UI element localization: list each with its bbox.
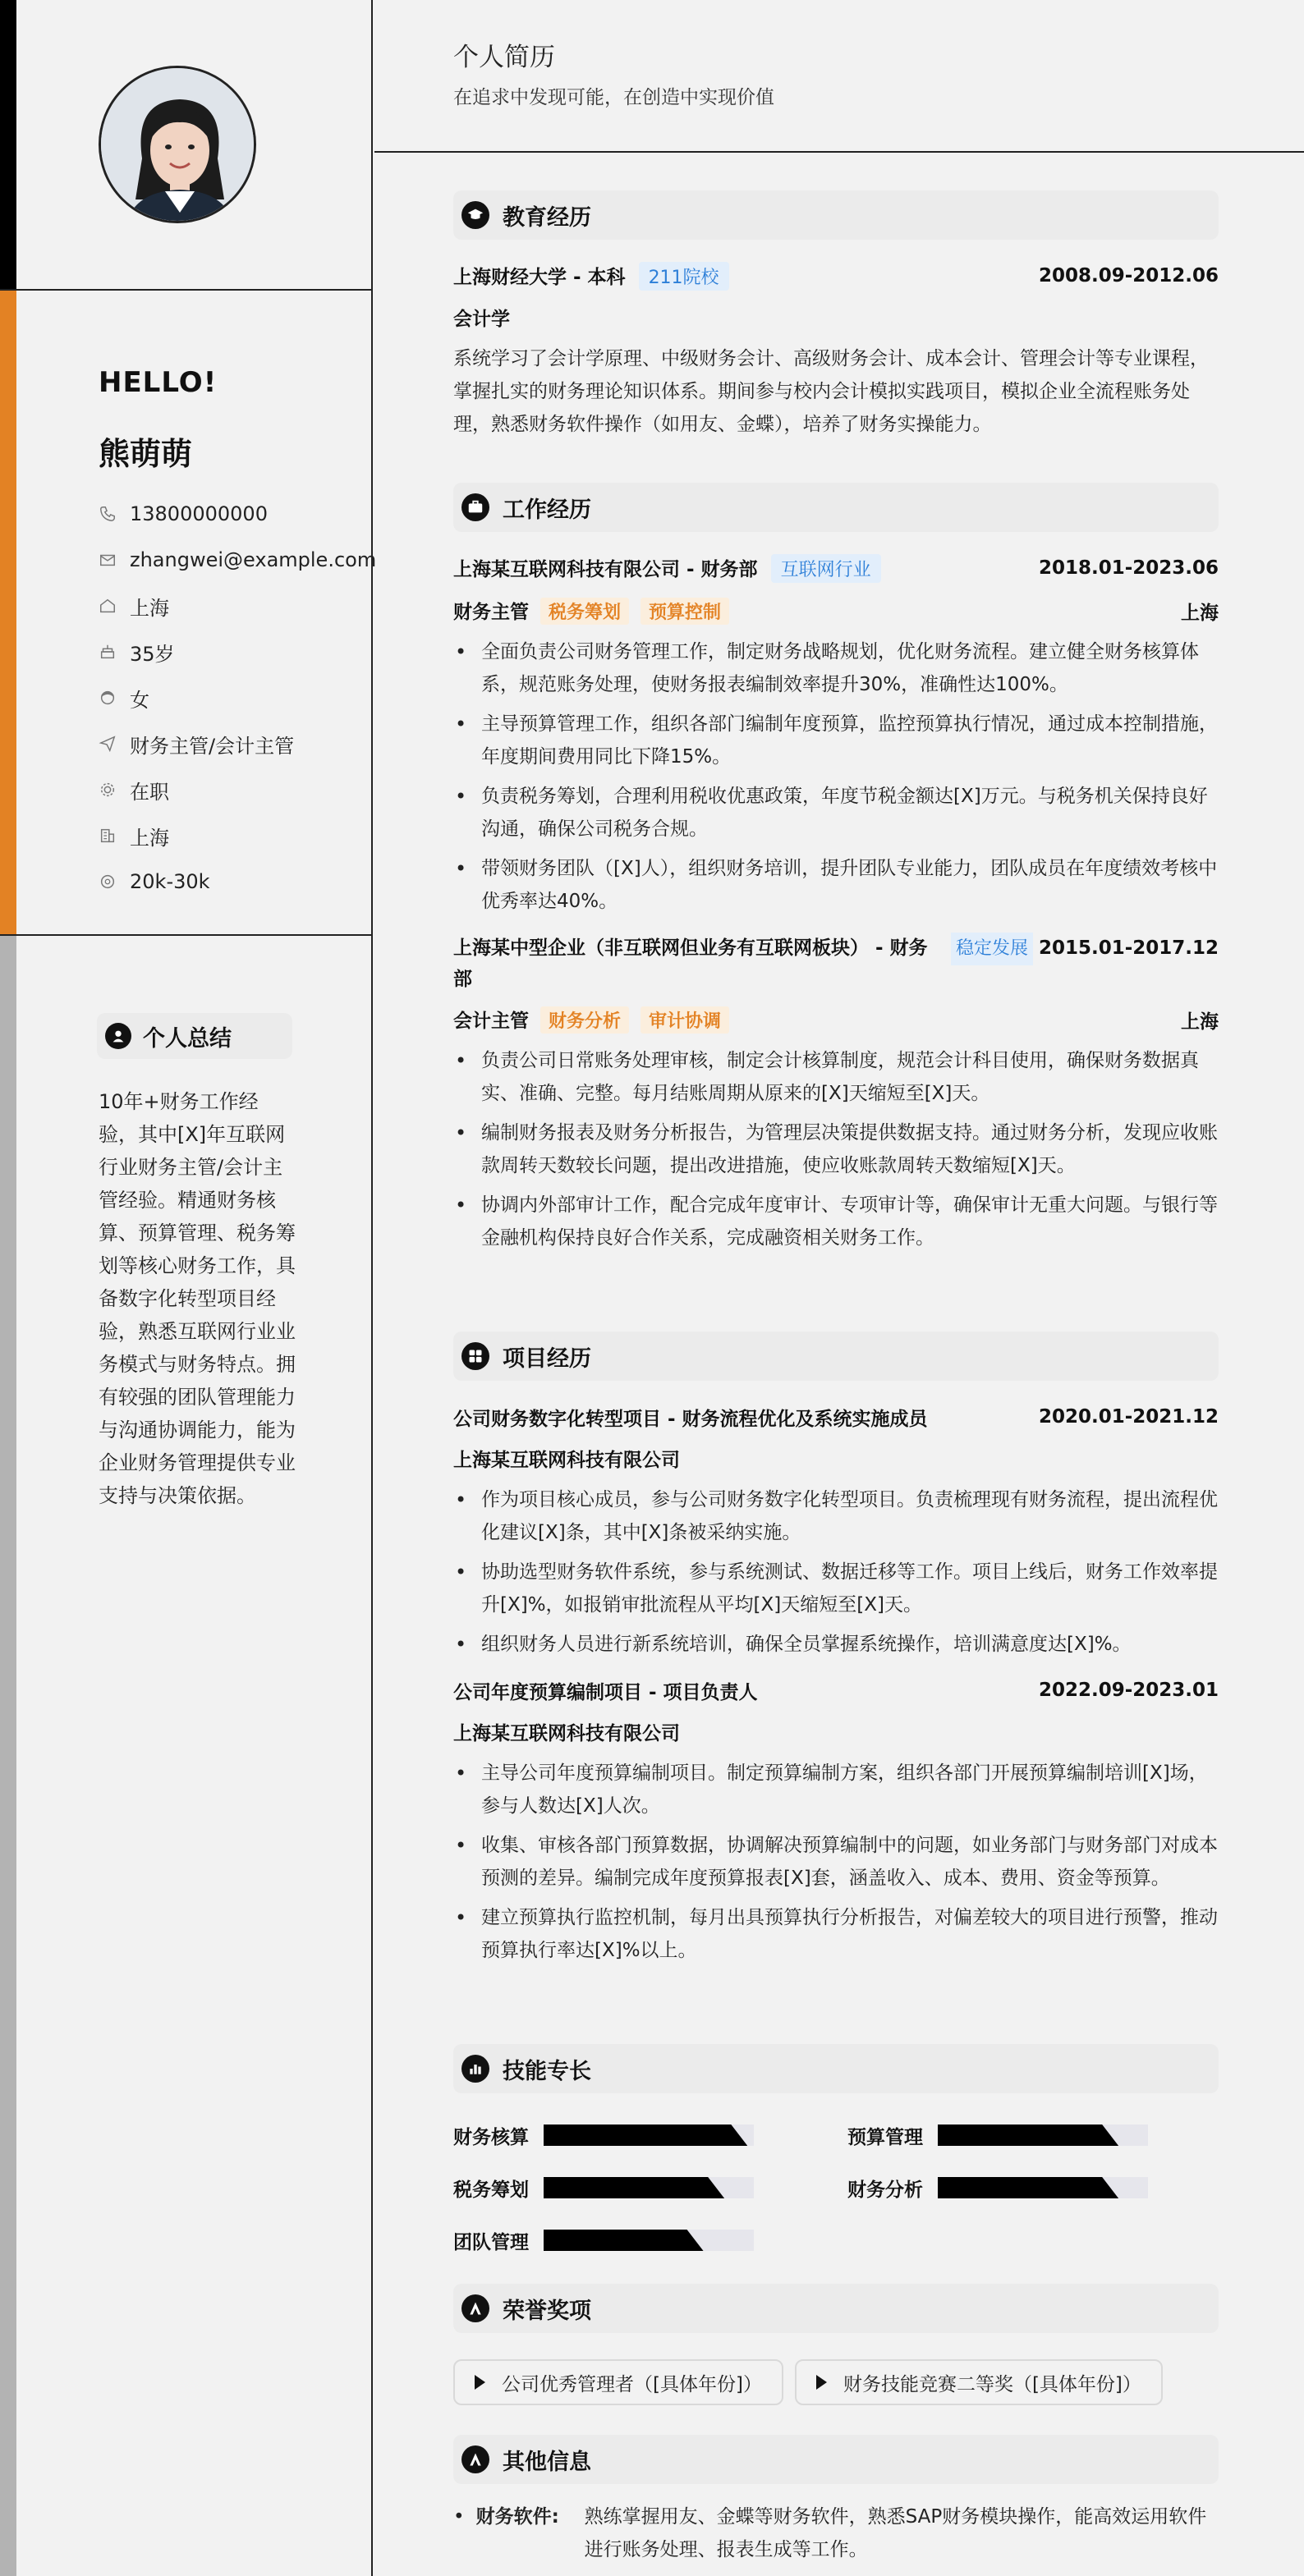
project-row xyxy=(453,1674,1219,1707)
project-name: 公司财务数字化转型项目 - 财务流程优化及系统实施成员 xyxy=(453,1408,928,1430)
other-heading xyxy=(453,2435,1219,2484)
role-row xyxy=(453,596,1219,626)
skill-bar xyxy=(544,2125,754,2146)
skill-bar-fill xyxy=(544,2230,704,2251)
role: 会计主管 xyxy=(453,1011,529,1032)
skill-tag: 财务分析 xyxy=(540,1006,629,1034)
other-label: 财务软件: xyxy=(475,2506,559,2528)
status-row xyxy=(99,767,376,813)
skill-item xyxy=(453,2121,847,2149)
face-icon xyxy=(99,689,117,707)
skill-name: 财务核算 xyxy=(453,2126,529,2148)
job-city: 上海 xyxy=(1181,1011,1219,1033)
award-label: 公司优秀管理者（[具体年份]） xyxy=(502,2373,762,2395)
job-city: 上海 xyxy=(1181,602,1219,624)
salary: 20k-30k xyxy=(130,870,210,893)
list-item: • 负责公司日常账务处理审核，制定会计核算制度，规范会计科目使用，确保财务数据真实、准确、完整。每月结账周期从原来的[X]天缩短至[X]天。 xyxy=(453,1044,1219,1110)
skill-item xyxy=(847,2174,1219,2202)
location-row xyxy=(99,583,376,629)
list-item: • 负责税务筹划，合理利用税收优惠政策，年度节税金额达[X]万元。与税务机关保持良好沟通，确保公司税务合规。 xyxy=(453,780,1219,846)
awards-heading xyxy=(453,2284,1219,2333)
summary-text: 10年+财务工作经验，其中[X]年互联网行业财务主管/会计主管经验。精通财务核算、预算管理、税务筹划等核心财务工作，具备数字化转型项目经验，熟悉互联网行业业务模式与财务特点。拥有较强的团队管理能力与沟通协调能力，能为企业财务管理提供专业支持与决策依据。 xyxy=(99,1090,296,1507)
job-date: 2015.01-2017.12 xyxy=(1038,937,1219,959)
list-item: • 协助选型财务软件系统，参与系统测试、数据迁移等工作。项目上线后，财务工作效率提升[X]%，如报销审批流程从平均[X]天缩短至[X]天。 xyxy=(453,1556,1219,1621)
skill-bar xyxy=(544,2177,754,2198)
skill-tag: 审计协调 xyxy=(641,1006,729,1034)
other-section xyxy=(453,2435,1219,2566)
project-org: 上海某互联网科技有限公司 xyxy=(453,1450,680,1471)
school: 上海财经大学 - 本科 xyxy=(453,266,626,288)
skill-bar xyxy=(544,2230,754,2251)
sidebar-edge-gray xyxy=(0,936,16,2576)
skills-title: 技能专长 xyxy=(503,2058,591,2084)
sidebar xyxy=(0,0,377,2576)
projects-heading xyxy=(453,1332,1219,1381)
play-icon xyxy=(475,2375,485,2390)
project-org: 上海某互联网科技有限公司 xyxy=(453,1723,680,1744)
project-date: 2020.01-2021.12 xyxy=(1038,1406,1219,1428)
skills-heading xyxy=(453,2044,1219,2093)
email: zhangwei@example.com xyxy=(130,548,377,571)
company-tag: 互联网行业 xyxy=(771,554,881,583)
education-date: 2008.09-2012.06 xyxy=(1038,265,1219,286)
award-label: 财务技能竞赛二等奖（[具体年份]） xyxy=(843,2373,1141,2395)
briefcase-icon xyxy=(461,493,489,521)
skill-item xyxy=(453,2226,847,2254)
skill-name: 预算管理 xyxy=(847,2126,923,2148)
list-item: • 带领财务团队（[X]人），组织财务培训，提升团队专业能力，团队成员在年度绩效考核中优秀率达40%。 xyxy=(453,852,1219,918)
award-icon xyxy=(461,2294,489,2322)
education-desc: 系统学习了会计学原理、中级财务会计、高级财务会计、成本会计、管理会计等专业课程，掌握扎实的财务理论知识体系。期间参与校内会计模拟实践项目，模拟企业全流程账务处理，熟悉财务软件操作（如用友、金蝶），培养了财务实操能力。 xyxy=(453,348,1209,435)
age: 35岁 xyxy=(130,642,175,666)
main-content xyxy=(374,0,1304,2576)
list-item: • 建立预算执行监控机制，每月出具预算执行分析报告，对偏差较大的项目进行预警，推动预算执行率达[X]%以上。 xyxy=(453,1901,1219,1967)
project-row xyxy=(453,1400,1219,1433)
awards-list xyxy=(453,2359,1219,2405)
company: 上海某中型企业（非互联网但业务有互联网板块） - 财务部 xyxy=(453,937,928,990)
coin-icon xyxy=(99,873,117,891)
skill-name: 团队管理 xyxy=(453,2231,529,2253)
other-row: • 财务软件: 熟练掌握用友、金蝶等财务软件，熟悉SAP财务模块操作，能高效运用软件进行账务处理、报表生成等工作。 xyxy=(453,2500,1219,2566)
work-title: 工作经历 xyxy=(503,497,591,523)
major: 会计学 xyxy=(453,309,510,330)
award-item xyxy=(795,2359,1163,2405)
skill-tag: 预算控制 xyxy=(641,598,729,625)
city: 上海 xyxy=(130,826,169,850)
skill-item xyxy=(847,2121,1219,2149)
skill-name: 财务分析 xyxy=(847,2179,923,2201)
age-row xyxy=(99,629,376,675)
list-item: • 编制财务报表及财务分析报告，为管理层决策提供数据支持。通过财务分析，发现应收账款周转天数较长问题，提出改进措施，使应收账款周转天数缩短[X]天。 xyxy=(453,1116,1219,1182)
info-icon xyxy=(461,2445,489,2473)
play-icon xyxy=(816,2375,827,2390)
list-item: • 作为项目核心成员，参与公司财务数字化转型项目。负责梳理现有财务流程，提出流程优化建议[X]条，其中[X]条被采纳实施。 xyxy=(453,1483,1219,1549)
hello-text: HELLO! xyxy=(99,366,218,399)
list-item: • 主导预算管理工作，组织各部门编制年度预算，监控预算执行情况，通过成本控制措施，年度期间费用同比下降15%。 xyxy=(453,708,1219,773)
project-bullets xyxy=(453,1483,1219,1661)
company: 上海某互联网科技有限公司 - 财务部 xyxy=(453,558,758,580)
list-item: • 主导公司年度预算编制项目。制定预算编制方案，组织各部门开展预算编制培训[X]场，参与人数达[X]人次。 xyxy=(453,1757,1219,1822)
other-title: 其他信息 xyxy=(503,2449,591,2475)
avatar xyxy=(99,66,256,223)
skill-name: 税务筹划 xyxy=(453,2179,529,2201)
name: 熊萌萌 xyxy=(99,436,193,472)
job-bullets xyxy=(453,1044,1219,1254)
role-row xyxy=(453,1005,1219,1034)
sidebar-edge-black xyxy=(0,0,16,289)
skill-bar-fill xyxy=(938,2125,1118,2146)
building-icon xyxy=(99,827,117,845)
skills-section xyxy=(453,2044,1219,2254)
award-item xyxy=(453,2359,783,2405)
skill-bar xyxy=(938,2125,1148,2146)
position-row xyxy=(99,721,376,767)
other-text: 熟练掌握用友、金蝶等财务软件，熟悉SAP财务模块操作，能高效运用软件进行账务处理、报表生成等工作。 xyxy=(584,2506,1207,2560)
position: 财务主管/会计主管 xyxy=(130,734,295,758)
company-tag: 稳定发展 xyxy=(951,933,1033,965)
projects-section xyxy=(453,1332,1219,1973)
education-section xyxy=(453,190,1219,441)
school-tag: 211院校 xyxy=(639,262,729,291)
projects-title: 项目经历 xyxy=(503,1345,591,1372)
salary-row xyxy=(99,859,376,905)
contact-info xyxy=(99,491,376,905)
work-heading xyxy=(453,483,1219,532)
list-item: • 全面负责公司财务管理工作，制定财务战略规划，优化财务流程。建立健全财务核算体系，规范账务处理，使财务报表编制效率提升30%，准确性达100%。 xyxy=(453,635,1219,701)
skill-bar-fill xyxy=(544,2125,747,2146)
gender: 女 xyxy=(130,688,149,712)
skill-item xyxy=(453,2174,847,2202)
education-title: 教育经历 xyxy=(503,204,591,231)
cake-icon xyxy=(99,643,117,661)
list-item: • 收集、审核各部门预算数据，协调解决预算编制中的问题，如业务部门与财务部门对成本预测的差异。编制完成年度预算报表[X]套，涵盖收入、成本、费用、资金等预算。 xyxy=(453,1829,1219,1895)
divider xyxy=(0,934,373,936)
project-name: 公司年度预算编制项目 - 项目负责人 xyxy=(453,1681,758,1703)
user-icon xyxy=(105,1023,131,1049)
phone-icon xyxy=(99,505,117,523)
skill-bar-fill xyxy=(544,2177,724,2198)
job-date: 2018.01-2023.06 xyxy=(1038,557,1219,579)
page-title: 个人简历 xyxy=(453,43,555,72)
skill-bar xyxy=(938,2177,1148,2198)
skill-tag: 税务筹划 xyxy=(540,598,629,625)
location: 上海 xyxy=(130,596,169,620)
education-heading xyxy=(453,190,1219,240)
header-divider xyxy=(374,151,1304,153)
divider xyxy=(0,289,373,291)
gender-row xyxy=(99,675,376,721)
status: 在职 xyxy=(130,780,169,804)
send-icon xyxy=(99,735,117,753)
sidebar-edge-orange xyxy=(0,289,16,936)
awards-section xyxy=(453,2284,1219,2405)
education-row xyxy=(453,259,1219,292)
phone-row xyxy=(99,491,376,537)
gear-icon xyxy=(99,781,117,799)
bar-chart-icon xyxy=(461,2055,489,2083)
awards-title: 荣誉奖项 xyxy=(503,2298,591,2324)
page-subtitle: 在追求中发现可能，在创造中实现价值 xyxy=(453,87,774,108)
summary-heading xyxy=(97,1013,292,1059)
graduation-cap-icon xyxy=(461,201,489,229)
grid-icon xyxy=(461,1342,489,1370)
city-row xyxy=(99,813,376,859)
job-row xyxy=(453,933,1219,995)
email-row xyxy=(99,537,376,583)
skills-grid xyxy=(453,2121,1219,2254)
project-date: 2022.09-2023.01 xyxy=(1038,1680,1219,1701)
project-bullets xyxy=(453,1757,1219,1967)
summary-title: 个人总结 xyxy=(143,1025,232,1052)
role: 财务主管 xyxy=(453,602,529,623)
list-item: • 组织财务人员进行新系统培训，确保全员掌握系统操作，培训满意度达[X]%。 xyxy=(453,1628,1219,1661)
job-bullets xyxy=(453,635,1219,918)
mail-icon xyxy=(99,551,117,569)
work-section xyxy=(453,483,1219,1261)
skill-bar-fill xyxy=(938,2177,1118,2198)
job-row xyxy=(453,552,1219,584)
home-icon xyxy=(99,597,117,615)
list-item: • 协调内外部审计工作，配合完成年度审计、专项审计等，确保审计无重大问题。与银行等金融机构保持良好合作关系，完成融资相关财务工作。 xyxy=(453,1189,1219,1254)
phone: 13800000000 xyxy=(130,502,268,525)
